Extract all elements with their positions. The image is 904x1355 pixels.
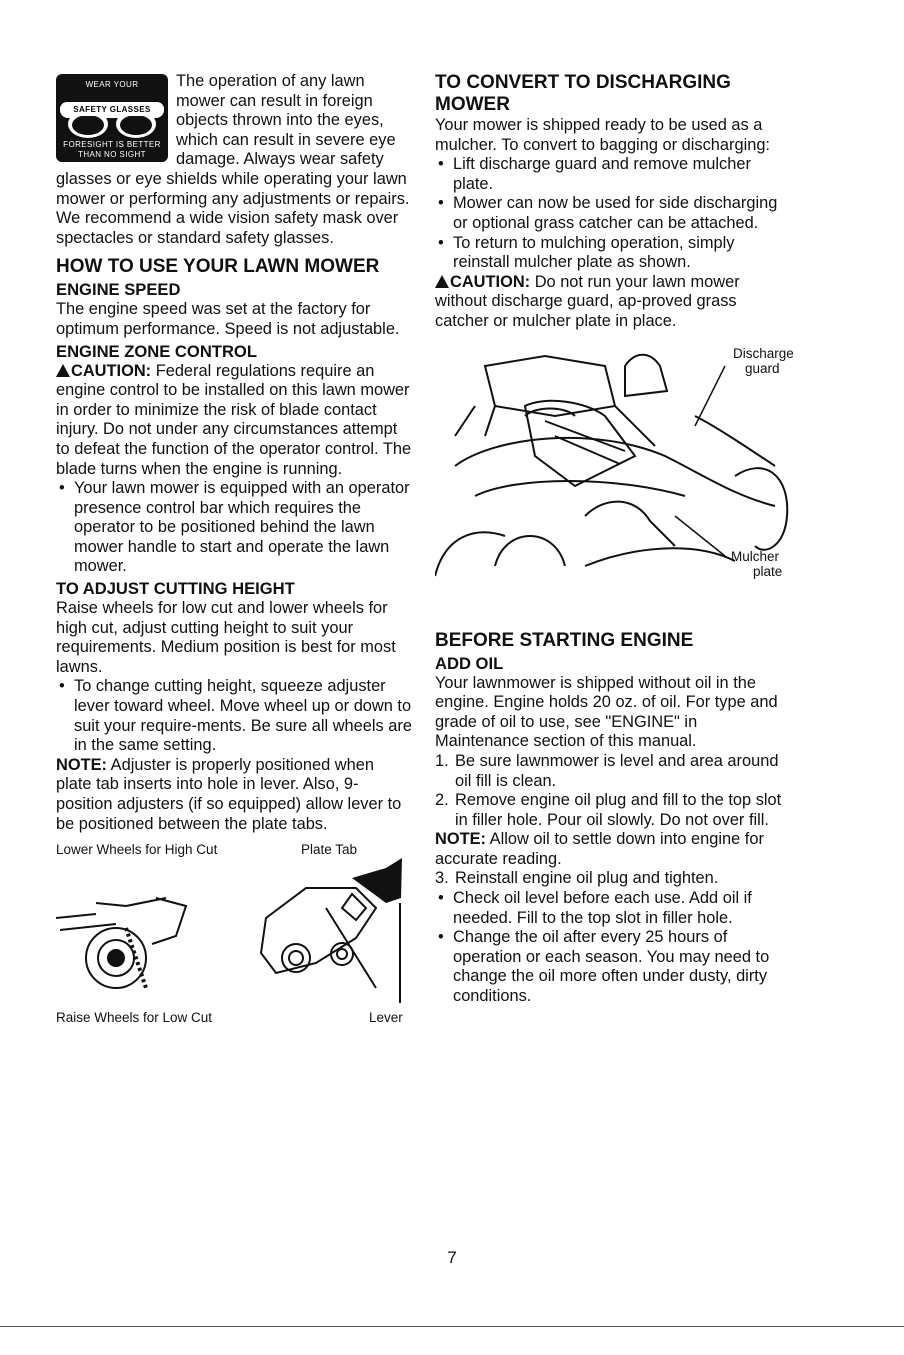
- engine-zone-caution: [56, 362, 414, 480]
- safety-warning: [56, 72, 414, 248]
- figure-label-plate: plate: [753, 563, 783, 579]
- list-item: 2. Remove engine oil plug and fill to the top slot in filler hole. Pour oil slowly. Do not over fill.: [435, 791, 782, 829]
- badge-line-2: SAFETY GLASSES: [73, 105, 151, 114]
- add-oil-note: [435, 830, 790, 869]
- list-item: • To change cutting height, squeeze adjuster lever toward wheel. Move wheel up or down to suit your require-ments. Be sure all wheels are in the same setting.: [56, 677, 414, 755]
- list-item: • Check oil level before each use. Add oil if needed. Fill to the top slot in filler hole.: [435, 889, 790, 928]
- convert-list: [435, 155, 790, 273]
- how-to-heading: HOW TO USE YOUR LAWN MOWER: [56, 256, 380, 278]
- engine-zone-heading: ENGINE ZONE CONTROL: [56, 341, 257, 361]
- warning-triangle-icon: [435, 275, 449, 288]
- add-oil-steps-continued: [435, 869, 790, 889]
- list-item: 1. Be sure lawnmower is level and area around oil fill is clean.: [435, 751, 779, 790]
- safety-glasses-badge: [56, 74, 168, 162]
- cutting-height-heading: TO ADJUST CUTTING HEIGHT: [56, 579, 295, 599]
- convert-caution-text: Do not run your lawn mower without discharge guard, ap-proved grass catcher or mulcher plate in place.: [435, 272, 740, 330]
- note-label: NOTE:: [435, 830, 486, 849]
- note-label: NOTE:: [56, 755, 107, 774]
- engine-zone-list: [56, 479, 414, 577]
- convert-text: Your mower is shipped ready to be used as a mulcher. To convert to bagging or discharging:: [435, 116, 770, 154]
- before-starting-heading: BEFORE STARTING ENGINE: [435, 629, 694, 651]
- note-text: Adjuster is properly positioned when plate tab inserts into hole in lever. Also, 9-position adjusters (if so equipped) allow lever to be positioned between the plate tabs.: [56, 755, 402, 833]
- list-item: 3. Reinstall engine oil plug and tighten.: [435, 869, 719, 888]
- badge-line-3: FORESIGHT IS BETTER: [63, 140, 161, 149]
- engine-zone-text: Federal regulations require an engine control to be installed on this lawn mower in order to minimize the risk of blade contact injury. Do not under any circumstances attempt to defeat the function of the operator control. The blade turns when the engine is running.: [56, 361, 412, 478]
- figure-label-plate-tab: Plate Tab: [301, 842, 358, 858]
- caution-label: CAUTION:: [450, 272, 531, 291]
- list-item: • Lift discharge guard and remove mulcher plate.: [435, 155, 790, 194]
- left-column: [56, 72, 414, 1027]
- warning-triangle-icon: [56, 364, 70, 377]
- figure-label-raise-wheels: Raise Wheels for Low Cut: [56, 1010, 213, 1026]
- oil-check-list: [435, 889, 790, 1007]
- figure-label-discharge: Discharge: [733, 345, 794, 361]
- cutting-height-note: [56, 756, 414, 834]
- right-column: [435, 72, 794, 1007]
- list-item: • Your lawn mower is equipped with an operator presence control bar which requires the operator to be positioned behind the lawn mower handle to start and operate the lawn mower.: [56, 479, 414, 577]
- wheel-adjuster-figure: [56, 842, 414, 1027]
- list-item: • To return to mulching operation, simply reinstall mulcher plate as shown.: [435, 234, 790, 273]
- badge-line-4: THAN NO SIGHT: [78, 150, 146, 159]
- page-bottom-rule: [0, 1326, 904, 1327]
- cutting-height-text: Raise wheels for low cut and lower wheels for high cut, adjust cutting height to suit your requirements. Medium position is best for most lawns.: [56, 599, 396, 676]
- figure-label-lower-wheels: Lower Wheels for High Cut: [56, 842, 218, 858]
- badge-line-1: WEAR YOUR: [85, 80, 139, 89]
- convert-caution: [435, 273, 790, 332]
- list-item: • Mower can now be used for side discharging or optional grass catcher can be attached.: [435, 194, 790, 233]
- page-number: 7: [447, 1248, 457, 1267]
- figure-label-guard: guard: [745, 360, 780, 376]
- engine-speed-heading: ENGINE SPEED: [56, 280, 181, 300]
- add-oil-text: Your lawnmower is shipped without oil in the engine. Engine holds 20 oz. of oil. For type and grade of oil to use, see "ENGINE" in Maintenance section of this manual.: [435, 673, 778, 751]
- caution-label: CAUTION:: [71, 361, 152, 380]
- cutting-height-list: [56, 677, 414, 755]
- figure-label-lever: Lever: [369, 1010, 403, 1026]
- safety-intro-text: The operation of any lawn mower can result in foreign objects thrown into the eyes, which can result in severe eye damage. Always wear safety glasses or eye shields while operating your lawn mower or performing any adjustments or repairs. We recommend a wide vision safety mask over spectacles or standard safety glasses.: [56, 72, 410, 247]
- note-text: Allow oil to settle down into engine for accurate reading.: [435, 830, 764, 868]
- mulcher-plate-figure: [435, 345, 794, 596]
- convert-heading: TO CONVERT TO DISCHARGING MOWER: [435, 72, 731, 115]
- list-item: • Change the oil after every 25 hours of operation or each season. You may need to change the oil more often under dusty, dirty conditions.: [435, 928, 790, 1006]
- wheel-adjuster-illustration: [56, 858, 414, 1008]
- add-oil-steps: [435, 752, 790, 830]
- add-oil-heading: ADD OIL: [435, 653, 504, 673]
- figure-label-mulcher: Mulcher: [731, 548, 780, 564]
- engine-speed-text: The engine speed was set at the factory for optimum performance. Speed is not adjustable.: [56, 300, 400, 338]
